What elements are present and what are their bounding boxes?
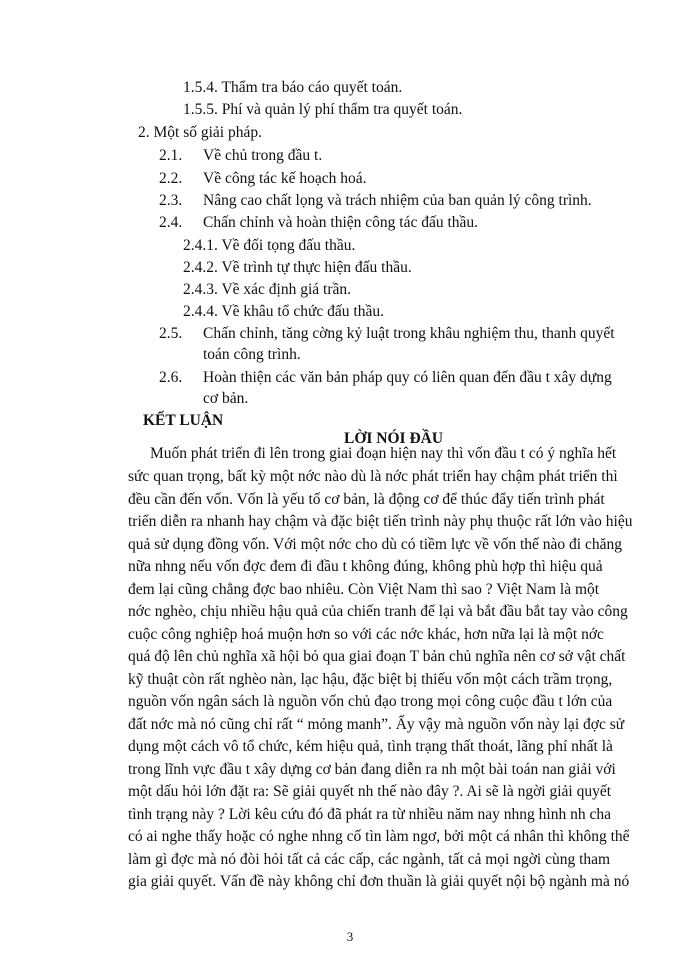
toc-item-1-5-5: 1.5.5. Phí và quản lý phí thẩm tra quyết toán. (183, 101, 463, 118)
paragraph-line: gia giải quyết. Vấn đề này không chỉ đơn thuần là giải quyết nội bộ ngành mà nó (128, 873, 630, 890)
toc-item-2-5-text: Chấn chỉnh, tăng cờng kỷ luật trong khâu nghiệm thu, thanh quyết (203, 325, 615, 342)
paragraph-line: quá độ lên chủ nghĩa xã hội bỏ qua giai đoạn T bản chủ nghĩa nên cơ sở vật chất (128, 648, 626, 665)
paragraph-line: đất nớc mà nó cũng chỉ rất “ mỏng manh”. Ấy vậy mà nguồn vốn này lại đợc sử (128, 716, 625, 733)
paragraph-line: nguồn vốn ngân sách là nguồn vốn chủ đạo trong mọi công cuộc đầu t lớn của (128, 693, 613, 710)
toc-item-2-6-text: Hoàn thiện các văn bản pháp quy có liên quan đến đầu t xây dựng (203, 369, 612, 386)
toc-item-2-3-number: 2.3. (159, 192, 183, 209)
toc-item-2-4-4: 2.4.4. Về khâu tổ chức đấu thầu. (183, 303, 384, 320)
paragraph-line: làm gì đợc mà nó đòi hỏi tất cả các cấp, các ngành, tất cả mọi ngời cùng tham (128, 851, 611, 868)
paragraph-line: đều cần đến vốn. Vốn là yếu tố cơ bản, là động cơ để thúc đẩy tiến trình phát (128, 491, 605, 508)
paragraph-line: quả sử dụng đồng vốn. Với một nớc cho dù có tiềm lực về vốn thế nào đi chăng (128, 536, 622, 553)
paragraph-line: nớc nghèo, chịu nhiều hậu quả của chiến tranh để lại và bắt đầu bắt tay vào công (128, 603, 628, 620)
paragraph-line: sức quan trọng, bất kỳ một nớc nào dù là nớc phát triển hay chậm phát triển thì (128, 468, 618, 485)
paragraph-line: Muốn phát triển đi lên trong giai đoạn hiện nay thì vốn đầu t có ý nghĩa hết (150, 445, 617, 462)
paragraph-line: nữa nhng nếu vốn đợc đem đi đầu t không đúng, không phù hợp thì hiệu quả (128, 558, 603, 575)
paragraph-line: kỹ thuật còn rất nghèo nàn, lạc hậu, đặc biệt bị thiếu vốn một cách trầm trọng, (128, 671, 613, 688)
toc-item-2-1-number: 2.1. (159, 147, 183, 164)
paragraph-line: một dấu hỏi lớn đặt ra: Sẽ giải quyết nh thế nào đây ?. Ai sẽ là ngời giải quyết (128, 783, 612, 800)
toc-item-2-4-text: Chấn chỉnh và hoàn thiện công tác đấu thầu. (203, 214, 479, 231)
toc-item-2-3-text: Nâng cao chất lọng và trách nhiệm của ban quản lý công trình. (203, 192, 592, 209)
paragraph-line: có ai nghe thấy hoặc có nghe nhng cố tìn làm ngơ, bởi một cá nhân thì không thể (128, 828, 630, 845)
paragraph-line: tình trạng này ? Lời kêu cứu đó đã phát ra từ nhiều năm nay nhng hình nh cha (128, 806, 611, 823)
conclusion-heading: KẾT LUẬN (143, 412, 224, 429)
toc-item-2-6-number: 2.6. (159, 369, 183, 386)
toc-item-2-6-continuation: cơ bản. (203, 390, 249, 407)
toc-item-2-5-number: 2.5. (159, 325, 183, 342)
toc-item-2-4-2: 2.4.2. Về trình tự thực hiện đấu thầu. (183, 259, 412, 276)
toc-item-2-5-continuation: toán công trình. (203, 346, 301, 363)
toc-item-2-4-3: 2.4.3. Về xác định giá trần. (183, 281, 352, 298)
toc-item-2-4-number: 2.4. (159, 214, 183, 231)
paragraph-line: trong lĩnh vực đầu t xây dựng cơ bản đang diễn ra nh một bài toán nan giải với (128, 761, 616, 778)
preface-heading: LỜI NÓI ĐẦU (344, 430, 444, 447)
toc-item-1-5-4: 1.5.4. Thẩm tra báo cáo quyết toán. (183, 79, 403, 96)
paragraph-line: dụng một cách vô tổ chức, kém hiệu quả, tình trạng thất thoát, lãng phí nhất là (128, 738, 613, 755)
page-number: 3 (346, 929, 354, 944)
toc-item-2-1-text: Về chủ trong đầu t. (203, 147, 323, 164)
paragraph-line: triển diễn ra nhanh hay chậm và đặc biệt tiến trình này phụ thuộc rất lớn vào hiệu (128, 513, 633, 530)
paragraph-line: cuộc công nghiệp hoá muộn hơn so với các nớc khác, hơn nữa lại là một nớc (128, 626, 604, 643)
toc-item-2-2-number: 2.2. (159, 170, 183, 187)
toc-item-2-2-text: Về công tác kế hoạch hoá. (203, 170, 367, 187)
toc-item-2-4-1: 2.4.1. Về đối tọng đấu thầu. (183, 237, 356, 254)
paragraph-line: đem lại cũng chẳng đợc bao nhiêu. Còn Việt Nam thì sao ? Việt Nam là một (128, 581, 600, 598)
toc-item-2: 2. Một số giải pháp. (138, 124, 262, 141)
